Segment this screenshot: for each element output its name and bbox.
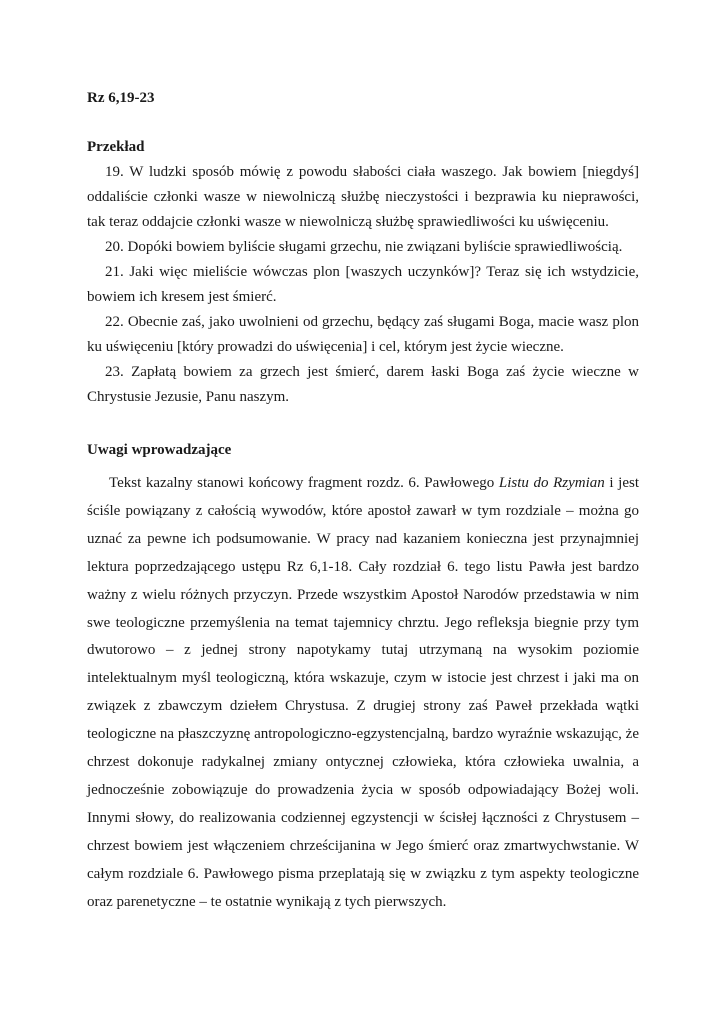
intro-italic-title: Listu do Rzymian [498,475,605,491]
verse-23: 23. Zapłatą bowiem za grzech jest śmierć, darem łaski Boga zaś życie wieczne w Chrystusie Jezusie, Panu naszym. [87,364,639,405]
intro-body [87,470,639,917]
scripture-reference: Rz 6,19-23 [87,90,155,106]
intro-text-start: Tekst kazalny stanowi końcowy fragment rozdz. 6. Pawłowego [109,475,499,491]
verse-19: 19. W ludzki sposób mówię z powodu słabości ciała waszego. Jak bowiem [niegdyś] oddaliście członki wasze w niewolniczą służbę nieczystości i bezprawia ku nieprawości, tak teraz oddajcie członki wasze w niewolniczą służbę sprawiedliwości ku uświęceniu. [87,164,639,230]
intro-paragraph [87,470,639,917]
intro-heading: Uwagi wprowadzające [87,442,232,458]
intro-text-rest: i jest ściśle powiązany z całością wywodów, które apostoł zawarł w tym rozdziale – można go uznać za pewne ich podsumowanie. W pracy nad kazaniem konieczna jest przynajmniej lektura poprzedzającego ustępu Rz 6,1-18. Cały rozdział 6. tego listu Pawła jest bardzo ważny z wielu różnych przyczyn. Przede wszystkim Apostoł Narodów przedstawia w nim swe teologiczne przemyślenia na temat tajemnicy chrztu. Jego refleksja biegnie przy tym dwutorowo – z jednej strony napotykamy tutaj utrzymaną na wysokim poziomie intelektualnym myśl teologiczną, która wskazuje, czym w istocie jest chrzest i jaki ma on związek z zbawczym dziełem Chrystusa. Z drugiej strony zaś Paweł przekłada wątki teologiczne na płaszczyznę antropologiczno-egzystencjalną, bardzo wyraźnie wskazując, że chrzest dokonuje radykalnej zmiany ontycznej człowieka, która człowieka uwalnia, a jednocześnie zobowiązuje do prowadzenia życia w sposób odpowiadający Bożej woli. Innymi słowy, do realizowania codziennej egzystencji w ścisłej łączności z Chrystusem – chrzest bowiem jest włączeniem chrześcijanina w Jego śmierć oraz zmartwychwstanie. W całym rozdziale 6. Pawłowego pisma przeplatają się w związku z tym aspekty teologiczne oraz parenetyczne – te ostatnie wynikają z tych pierwszych. [87,475,639,910]
verse-20: 20. Dopóki bowiem byliście sługami grzechu, nie związani byliście sprawiedliwością. [105,239,623,255]
verse-21: 21. Jaki więc mieliście wówczas plon [waszych uczynków]? Teraz się ich wstydzicie, bowiem ich kresem jest śmierć. [87,264,639,305]
translation-heading: Przekład [87,139,145,155]
translation-verses [87,160,639,410]
verse-22: 22. Obecnie zaś, jako uwolnieni od grzechu, będący zaś sługami Boga, macie wasz plon ku uświęceniu [który prowadzi do uświęcenia] i cel, którym jest życie wieczne. [87,314,639,355]
